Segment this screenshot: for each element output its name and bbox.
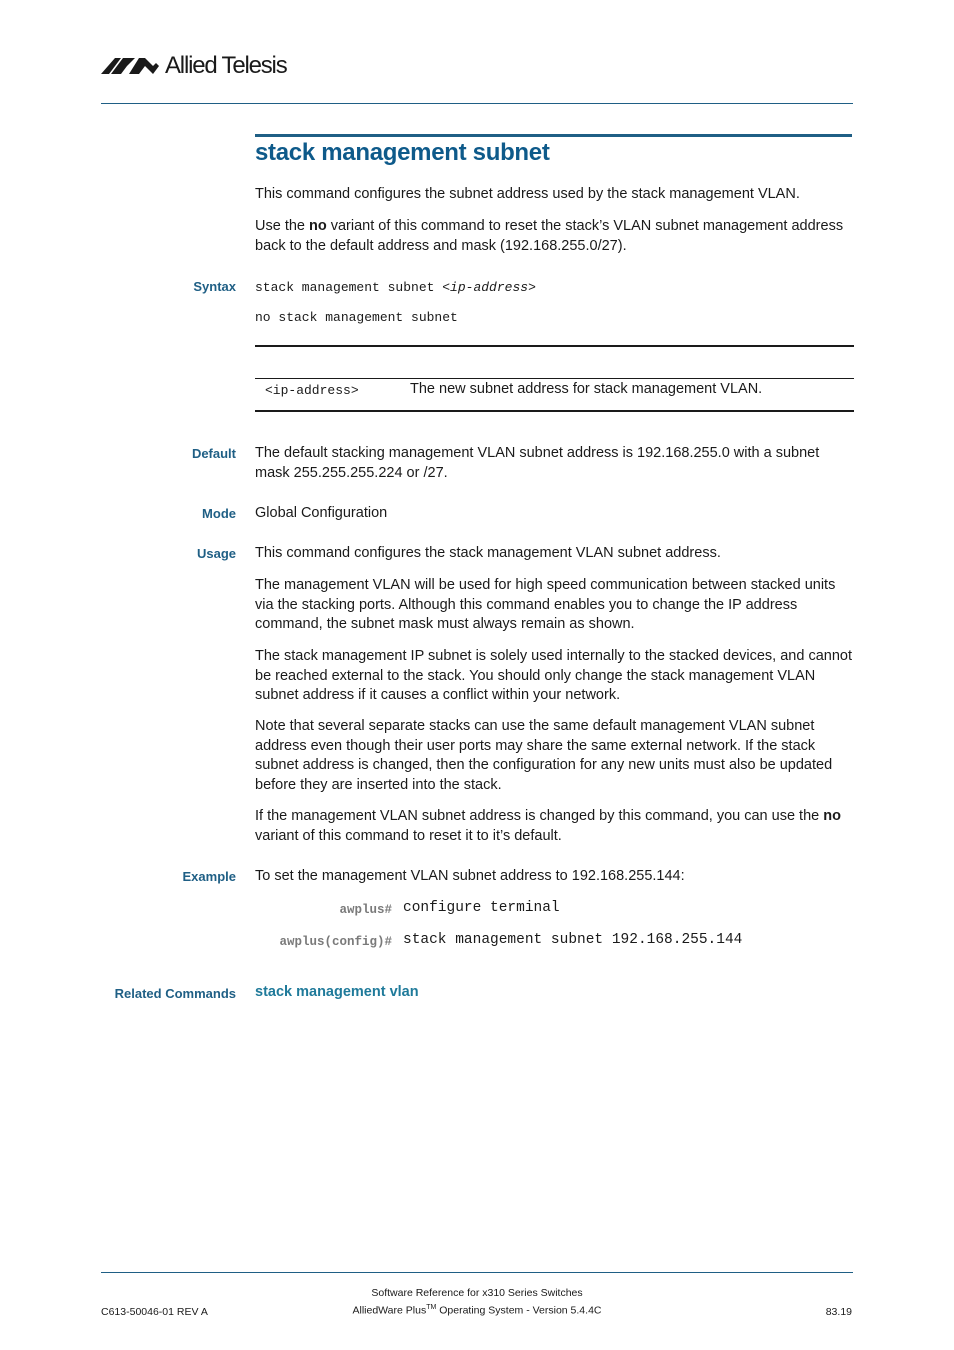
example-prompt-2: awplus(config)# (279, 935, 392, 949)
syntax-line-2: no stack management subnet (255, 310, 458, 325)
footer-line-2: AlliedWare Plus™ Operating System - Version 5.4.4C (352, 1304, 602, 1317)
brand-logo (101, 52, 301, 78)
param-name: <ip-address> (265, 383, 359, 398)
page-title: stack management subnet (255, 139, 550, 166)
intro-no-variant-paragraph: Use the no variant of this command to reset the stack’s VLAN subnet management address back to the default address and mask (192.168.255.0/27). (255, 218, 844, 254)
mode-label: Mode (202, 506, 236, 521)
allied-telesis-logo-icon (101, 52, 163, 76)
example-text: To set the management VLAN subnet address to 192.168.255.144: (255, 868, 685, 884)
example-label: Example (182, 869, 236, 884)
usage-label: Usage (196, 546, 236, 561)
related-commands-label: Related Commands (114, 986, 236, 1001)
param-table-top-rule (255, 345, 854, 347)
usage-paragraph-3: The stack management IP subnet is solely used internally to the stacked devices, and cannot be reached external to the stack. You should only change the stack management VLAN subnet address if it causes a conflict within your network. (255, 648, 852, 703)
usage-paragraph-2: The management VLAN will be used for high speed communication between stacked units via the stacking ports. Although this command enables you to change the IP address command, the subnet mask must always remain as shown. (255, 577, 836, 632)
intro-paragraph: This command configures the subnet address used by the stack management VLAN. (255, 186, 800, 202)
usage-paragraph-1: This command configures the stack management VLAN subnet address. (255, 545, 721, 561)
footer-rule (101, 1272, 853, 1273)
title-rule (255, 134, 852, 137)
param-table-header-rule (255, 378, 854, 379)
header-rule (101, 103, 853, 104)
param-description: The new subnet address for stack management VLAN. (410, 381, 763, 397)
syntax-line-1: stack management subnet <ip-address> (255, 280, 536, 295)
usage-paragraph-4: Note that several separate stacks can use the same default management VLAN subnet address even though their user ports may share the same external network. If the stack subnet address is changed, then the configuration for any new units must also be updated before they are inserted into the stack. (255, 718, 833, 793)
footer-page-number: 83.19 (825, 1306, 852, 1318)
syntax-label: Syntax (193, 279, 236, 294)
related-command-link[interactable]: stack management vlan (255, 984, 419, 1000)
mode-text: Global Configuration (255, 505, 388, 521)
footer-line-1: Software Reference for x310 Series Switches (371, 1287, 583, 1299)
default-text: The default stacking management VLAN subnet address is 192.168.255.0 with a subnet mask 255.255.255.224 or /27. (255, 445, 820, 481)
example-prompt-1: awplus# (339, 903, 392, 917)
footer-doc-code: C613-50046-01 REV A (101, 1306, 208, 1318)
example-command-1: configure terminal (403, 900, 560, 916)
param-table-bottom-rule (255, 410, 854, 412)
default-label: Default (191, 446, 236, 461)
brand-name: Allied Telesis (165, 52, 287, 79)
usage-paragraph-5: If the management VLAN subnet address is changed by this command, you can use the no variant of this command to reset it to it’s default. (255, 808, 841, 844)
example-command-2: stack management subnet 192.168.255.144 (403, 932, 743, 948)
